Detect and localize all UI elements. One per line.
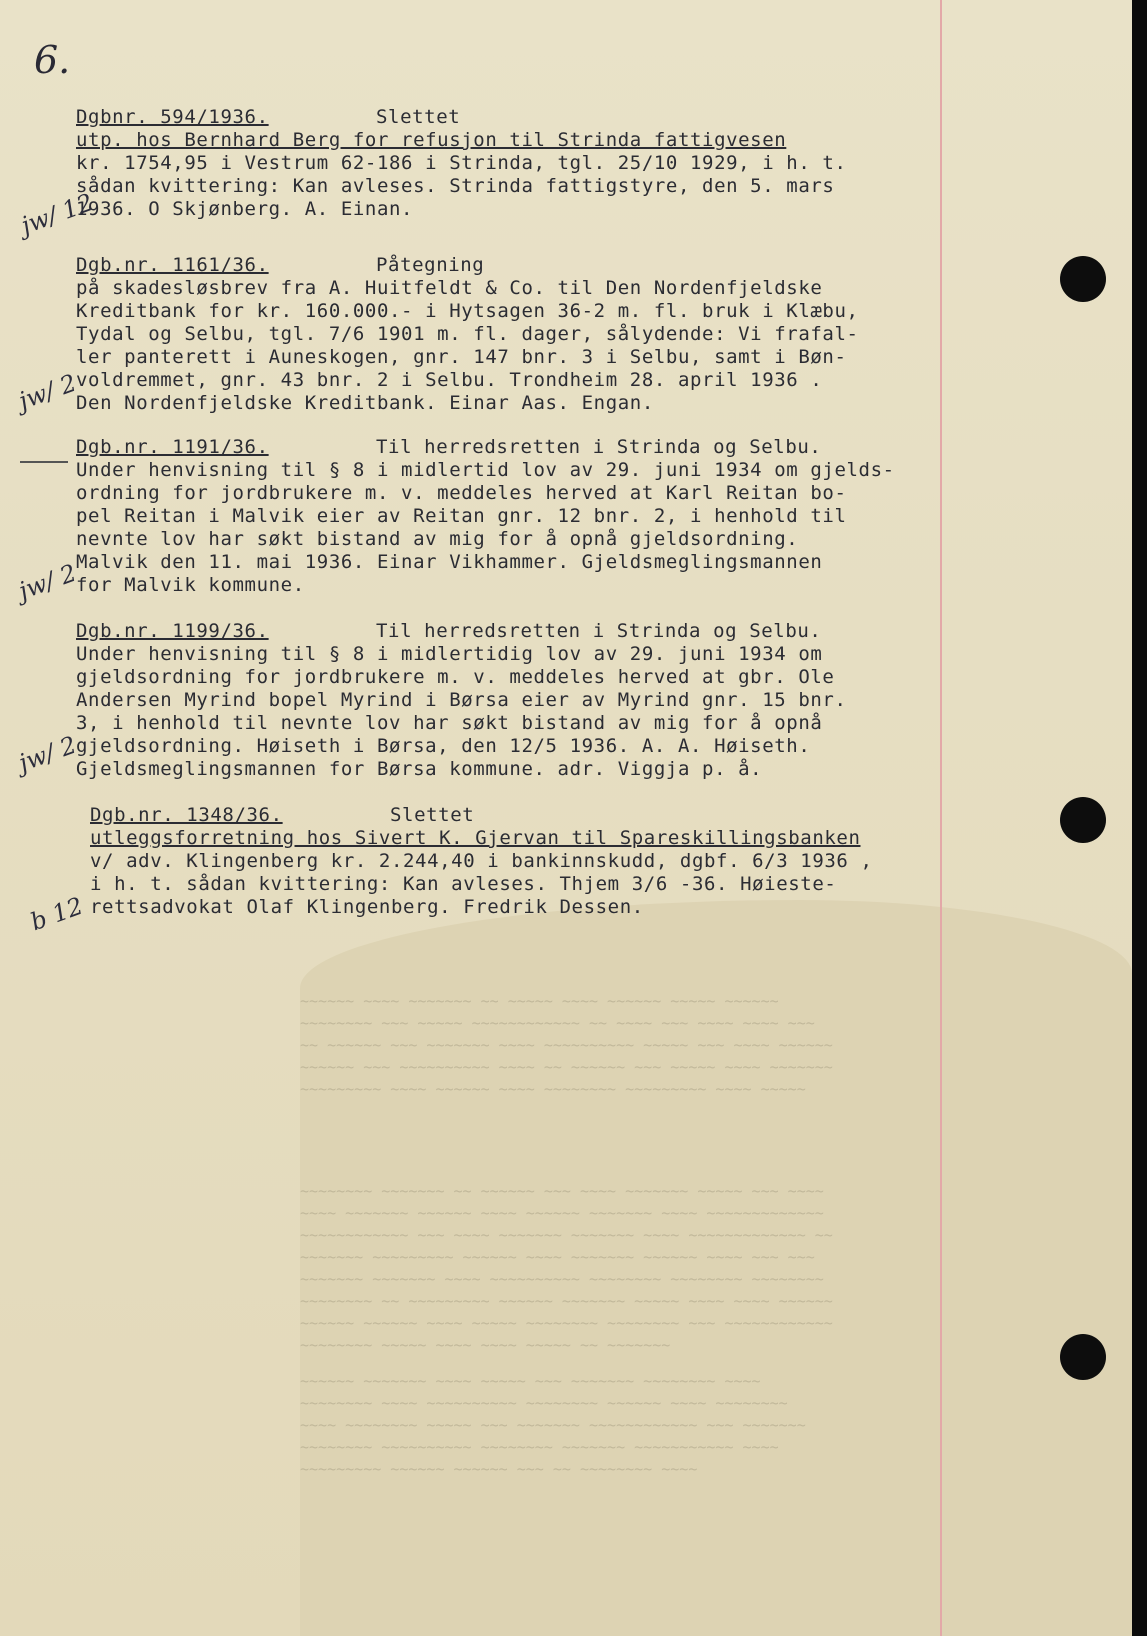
entry-line: nevnte lov har søkt bistand av mig for å opnå gjeldsordning. xyxy=(76,528,799,550)
entry-line: ordning for jordbrukere m. v. meddeles herved at Karl Reitan bo- xyxy=(76,482,847,504)
entry-header xyxy=(76,106,1016,129)
entry-ref: Dgbnr. 594/1936. xyxy=(76,106,269,128)
bleed-through-texture: ~~~~~~ ~~~~ ~~~~~~~ ~~ ~~~~~ ~~~~ ~~~~~~ ~~~~~ ~~~~~~ ~~~~~~~~ ~~~ ~~~~~ ~~~~~~~~~~~~ ~~ ~~~~ ~~~ ~~~~ ~~~~ ~~~ ~~ ~~~~~~ ~~~ ~~~~~~~ ~~~~ ~~~~~~~~~~ ~~~~~ ~~~ ~~~~ ~~~~~~ ~~~~~~ ~~~ ~~~~~~~~~~ ~~~~ ~~ ~~~~~~ ~~~ ~~~~~ ~~~~ ~~~~~~~ ~~~~~~~~~ ~~~~ ~~~~~~ ~~~~ ~~~~~~~~ ~~~~~~~~~ ~~~~ ~~~~~ xyxy=(300,992,833,1098)
punch-hole xyxy=(1060,797,1106,843)
entry-line: 1936. O Skjønberg. A. Einan. xyxy=(76,198,414,220)
entry-line: rettsadvokat Olaf Klingenberg. Fredrik Dessen. xyxy=(90,896,644,918)
entry-heading: Til herredsretten i Strinda og Selbu. xyxy=(376,436,822,458)
entry-line: Gjeldsmeglingsmannen for Børsa kommune. adr. Viggja p. å. xyxy=(76,758,763,780)
entry-line: Tydal og Selbu, tgl. 7/6 1901 m. fl. dager, sålydende: Vi frafal- xyxy=(76,323,859,345)
entry-header xyxy=(90,804,1030,827)
entry-header xyxy=(76,254,1016,277)
entry-line: Under henvisning til § 8 i midlertid lov av 29. juni 1934 om gjelds- xyxy=(76,459,895,481)
ledger-entry xyxy=(90,804,1030,919)
ledger-entry xyxy=(76,620,1016,781)
entry-line: sådan kvittering: Kan avleses. Strinda fattigstyre, den 5. mars xyxy=(76,175,835,197)
entry-heading: Slettet xyxy=(376,106,461,128)
bleed-through-texture-3: ~~~~~~ ~~~~~~~ ~~~~ ~~~~~ ~~~ ~~~~~~~ ~~~~~~~~ ~~~~ ~~~~~~~~ ~~~~ ~~~~~~~~~~ ~~~~~~~~ ~~~~~~ ~~~~ ~~~~~~~~ ~~~~ ~~~~~~~~ ~~~~~ ~~~ ~~~~~~~ ~~~~~~~~~~~~ ~~~ ~~~~~~~ ~~~~~~~~ ~~~~~~~~~~ ~~~~~~~~ ~~~~~~~ ~~~~~~~~~~~ ~~~~ ~~~~~~~~~ ~~~~~~ ~~~~~~ ~~~ ~~ ~~~~~~~~ ~~~~ xyxy=(300,1372,806,1478)
entry-line: ler panterett i Auneskogen, gnr. 147 bnr. 3 i Selbu, samt i Bøn- xyxy=(76,346,847,368)
entry-line: i h. t. sådan kvittering: Kan avleses. Thjem 3/6 -36. Høieste- xyxy=(90,873,837,895)
entry-ref: Dgb.nr. 1199/36. xyxy=(76,620,269,642)
entry-line: utleggsforretning hos Sivert K. Gjervan til Spareskillingsbanken xyxy=(90,827,861,849)
margin-initials: jw/ 2 xyxy=(14,368,80,416)
entry-line: utp. hos Bernhard Berg for refusjon til Strinda fattigvesen xyxy=(76,129,787,151)
bleed-through-texture-2: ~~~~~~~~ ~~~~~~~ ~~ ~~~~~~ ~~~ ~~~~ ~~~~~~~ ~~~~~ ~~~ ~~~~ ~~~~ ~~~~~~~ ~~~~~~ ~~~~ ~~~~~~ ~~~~~~~ ~~~~ ~~~~~~~~~~~~~ ~~~~~~~~~~~~ ~~~ ~~~~ ~~~~~~~ ~~~~~~~ ~~~~ ~~~~~~~~~~~~~ ~~ ~~~~~~~ ~~~~~~~~~ ~~~~~~ ~~~~ ~~~~~~~ ~~~~~~ ~~~~ ~~~ ~~~ ~~~~~~~ ~~~~~~~ ~~~~ ~~~~~~~~~~ ~~~~~~~~ ~~~~~~~~ ~~~~~~~~ ~~~~~~~~ ~~ ~~~~~~~~~ ~~~~~~ ~~~~~~~ ~~~~~ ~~~~ ~~~~ ~~~~~~ ~~~~~~ ~~~~~~ ~~~~ ~~~~~ ~~~~~~~~ ~~~~~~~~ ~~~ ~~~~~~~~~~~~ ~~~~~~~~ ~~~~~ ~~~~ ~~~~ ~~~~~ ~~ ~~~~~~~ xyxy=(300,1182,833,1354)
entry-line: gjeldsordning. Høiseth i Børsa, den 12/5 1936. A. A. Høiseth. xyxy=(76,735,811,757)
entry-line: på skadesløsbrev fra A. Huitfeldt & Co. til Den Nordenfjeldske xyxy=(76,277,823,299)
entry-header xyxy=(76,436,1016,459)
entry-heading: Påtegning xyxy=(376,254,485,276)
margin-initials: jw/ 12 xyxy=(17,188,97,240)
entry-line: Under henvisning til § 8 i midlertidig lov av 29. juni 1934 om xyxy=(76,643,823,665)
entry-heading: Til herredsretten i Strinda og Selbu. xyxy=(376,620,822,642)
entry-line: Den Nordenfjeldske Kreditbank. Einar Aas. Engan. xyxy=(76,392,654,414)
entry-line: Andersen Myrind bopel Myrind i Børsa eier av Myrind gnr. 15 bnr. xyxy=(76,689,847,711)
entry-line: for Malvik kommune. xyxy=(76,574,305,596)
entry-line: Kreditbank for kr. 160.000.- i Hytsagen 36-2 m. fl. bruk i Klæbu, xyxy=(76,300,859,322)
entry-line: gjeldsordning for jordbrukere m. v. meddeles herved at gbr. Ole xyxy=(76,666,835,688)
entry-line: kr. 1754,95 i Vestrum 62-186 i Strinda, tgl. 25/10 1929, i h. t. xyxy=(76,152,847,174)
entry-line: voldremmet, gnr. 43 bnr. 2 i Selbu. Trondheim 28. april 1936 . xyxy=(76,369,823,391)
punch-hole xyxy=(1060,256,1106,302)
ledger-entry xyxy=(76,106,1016,221)
stray-pen-mark xyxy=(20,461,68,463)
entry-line: 3, i henhold til nevnte lov har søkt bistand av mig for å opnå xyxy=(76,712,823,734)
entry-header xyxy=(76,620,1016,643)
ledger-entry xyxy=(76,436,1016,597)
margin-initials: b 12 xyxy=(26,891,87,937)
entry-ref: Dgb.nr. 1348/36. xyxy=(90,804,283,826)
ledger-entry xyxy=(76,254,1016,415)
entry-line: Malvik den 11. mai 1936. Einar Vikhammer. Gjeldsmeglingsmannen xyxy=(76,551,823,573)
margin-initials: jw/ 2 xyxy=(14,558,80,606)
punch-hole xyxy=(1060,1334,1106,1380)
page-number: 6. xyxy=(34,38,71,82)
margin-initials: jw/ 2 xyxy=(14,730,80,778)
entry-line: pel Reitan i Malvik eier av Reitan gnr. 12 bnr. 2, i henhold til xyxy=(76,505,847,527)
entry-heading: Slettet xyxy=(390,804,475,826)
entry-ref: Dgb.nr. 1161/36. xyxy=(76,254,269,276)
entry-line: v/ adv. Klingenberg kr. 2.244,40 i bankinnskudd, dgbf. 6/3 1936 , xyxy=(90,850,873,872)
entry-ref: Dgb.nr. 1191/36. xyxy=(76,436,269,458)
